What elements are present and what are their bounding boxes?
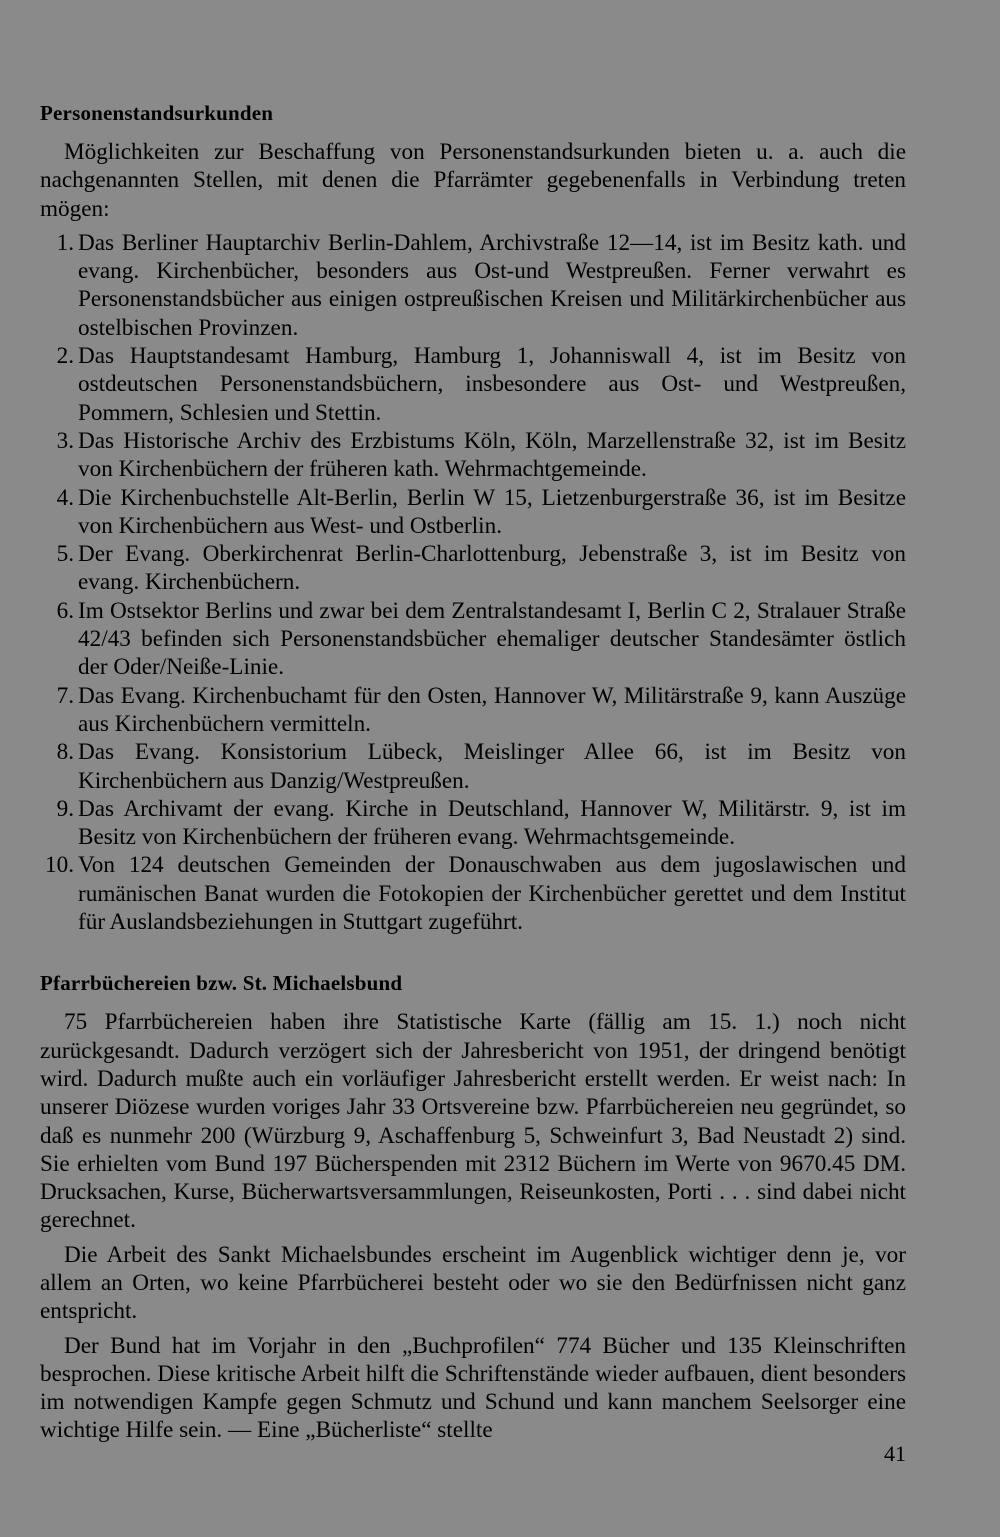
list-item-number: 8. <box>56 739 74 766</box>
page-number: 41 <box>884 1441 906 1466</box>
list-item-number: 7. <box>56 682 74 709</box>
list-item-number: 2. <box>56 343 74 370</box>
list-item-number: 1. <box>56 229 74 256</box>
section-heading-pfarrbuechereien: Pfarrbüchereien bzw. St. Michaelsbund <box>40 971 403 996</box>
body-paragraph: Die Arbeit des Sankt Michaelsbundes erscheint im Augenblick wichtiger denn je, vor allem an Orten, wo keine Pfarrbücherei besteht oder wo sie den Bedürfnissen nicht ganz entspricht. <box>40 1241 906 1325</box>
list-item-text: Die Kirchenbuchstelle Alt-Berlin, Berlin W 15, Lietzenburgerstraße 36, ist im Besitze von Kirchenbüchern aus West- und Ostberlin. <box>78 484 906 539</box>
list-item <box>40 795 906 852</box>
list-item <box>40 427 906 484</box>
intro-paragraph: Möglichkeiten zur Beschaffung von Personenstandsurkunden bieten u. a. auch die nachgenannten Stellen, mit denen die Pfarrämter gegebenenfalls in Verbindung treten mögen: <box>40 139 906 222</box>
list-item <box>40 597 906 682</box>
body-paragraph: Der Bund hat im Vorjahr in den „Buchprofilen“ 774 Bücher und 135 Kleinschriften besprochen. Diese kritische Arbeit hilft die Schriftenstände wieder aufbauen, dient besonders im notwendigen Kampfe gegen Schmutz und Schund und kann manchem Seelsorger eine wichtige Hilfe sein. — Eine „Bücherliste“ stellte <box>40 1332 906 1444</box>
section-heading-personenstandsurkunden: Personenstandsurkunden <box>40 101 274 125</box>
list-item <box>40 342 906 427</box>
list-item <box>40 682 906 739</box>
list-item-text: Der Evang. Oberkirchenrat Berlin-Charlottenburg, Jebenstraße 3, ist im Besitz von evang. Kirchenbüchern. <box>78 541 906 596</box>
document-page <box>40 98 906 1451</box>
list-item <box>40 738 906 795</box>
list-item <box>40 851 906 936</box>
list-item-text: Das Archivamt der evang. Kirche in Deutschland, Hannover W, Militärstr. 9, ist im Besitz von Kirchenbüchern der früheren evang. Wehrmachtsgemeinde. <box>78 795 906 851</box>
list-item-text: Das Evang. Konsistorium Lübeck, Meislinger Allee 66, ist im Besitz von Kirchenbüchern aus Danzig/Westpreußen. <box>78 739 906 794</box>
list-item <box>40 229 906 342</box>
list-item-text: Das Historische Archiv des Erzbistums Köln, Köln, Marzellenstraße 32, ist im Besitz von Kirchenbüchern der früheren kath. Wehrmachtgemeinde. <box>78 427 906 483</box>
list-item-number: 9. <box>56 795 74 822</box>
list-item-number: 5. <box>56 541 74 568</box>
list-item-number: 3. <box>56 427 74 454</box>
list-item-text: Das Berliner Hauptarchiv Berlin-Dahlem, Archivstraße 12—14, ist im Besitz kath. und evang. Kirchenbücher, besonders aus Ost-und Westpreußen. Ferner verwahrt es Personenstandsbücher aus einigen ostpreußischen Kreisen und Militärkirchenbücher aus ostelbischen Provinzen. <box>78 229 906 341</box>
list-item-number: 6. <box>56 597 74 624</box>
list-item-number: 10. <box>45 852 74 879</box>
list-item-text: Das Evang. Kirchenbuchamt für den Osten, Hannover W, Militärstraße 9, kann Auszüge aus Kirchenbüchern vermitteln. <box>78 682 906 737</box>
archive-list <box>40 229 906 936</box>
list-item-number: 4. <box>56 484 74 511</box>
list-item <box>40 484 906 541</box>
list-item-text: Das Hauptstandesamt Hamburg, Hamburg 1, Johanniswall 4, ist im Besitz von ostdeutschen Personenstandsbüchern, insbesondere aus Ost- und Westpreußen, Pommern, Schlesien und Stettin. <box>78 343 906 426</box>
body-paragraph: 75 Pfarrbüchereien haben ihre Statistische Karte (fällig am 15. 1.) noch nicht zurückgesandt. Dadurch verzögert sich der Jahresbericht von 1951, der dringend benötigt wird. Dadurch mußte auch ein vorläufiger Jahresbericht erstellt werden. Er weist nach: In unserer Diözese wurden voriges Jahr 33 Ortsvereine bzw. Pfarrbüchereien neu gegründet, so daß es nunmehr 200 (Würzburg 9, Aschaffenburg 5, Schweinfurt 3, Bad Neustadt 2) sind. Sie erhielten vom Bund 197 Bücherspenden mit 2312 Büchern im Werte von 9670.45 DM. Drucksachen, Kurse, Bücherwartsversammlungen, Reiseunkosten, Porti . . . sind dabei nicht gerechnet. <box>40 1009 906 1234</box>
list-item <box>40 540 906 597</box>
list-item-text: Im Ostsektor Berlins und zwar bei dem Zentralstandesamt I, Berlin C 2, Stralauer Straße 42/43 befinden sich Personenstandsbücher ehemaliger deutscher Standesämter östlich der Oder/Neiße-Linie. <box>78 597 906 681</box>
list-item-text: Von 124 deutschen Gemeinden der Donauschwaben aus dem jugoslawischen und rumänischen Banat wurden die Fotokopien der Kirchenbücher gerettet und dem Institut für Auslandsbeziehungen in Stuttgart zugeführt. <box>78 852 906 936</box>
